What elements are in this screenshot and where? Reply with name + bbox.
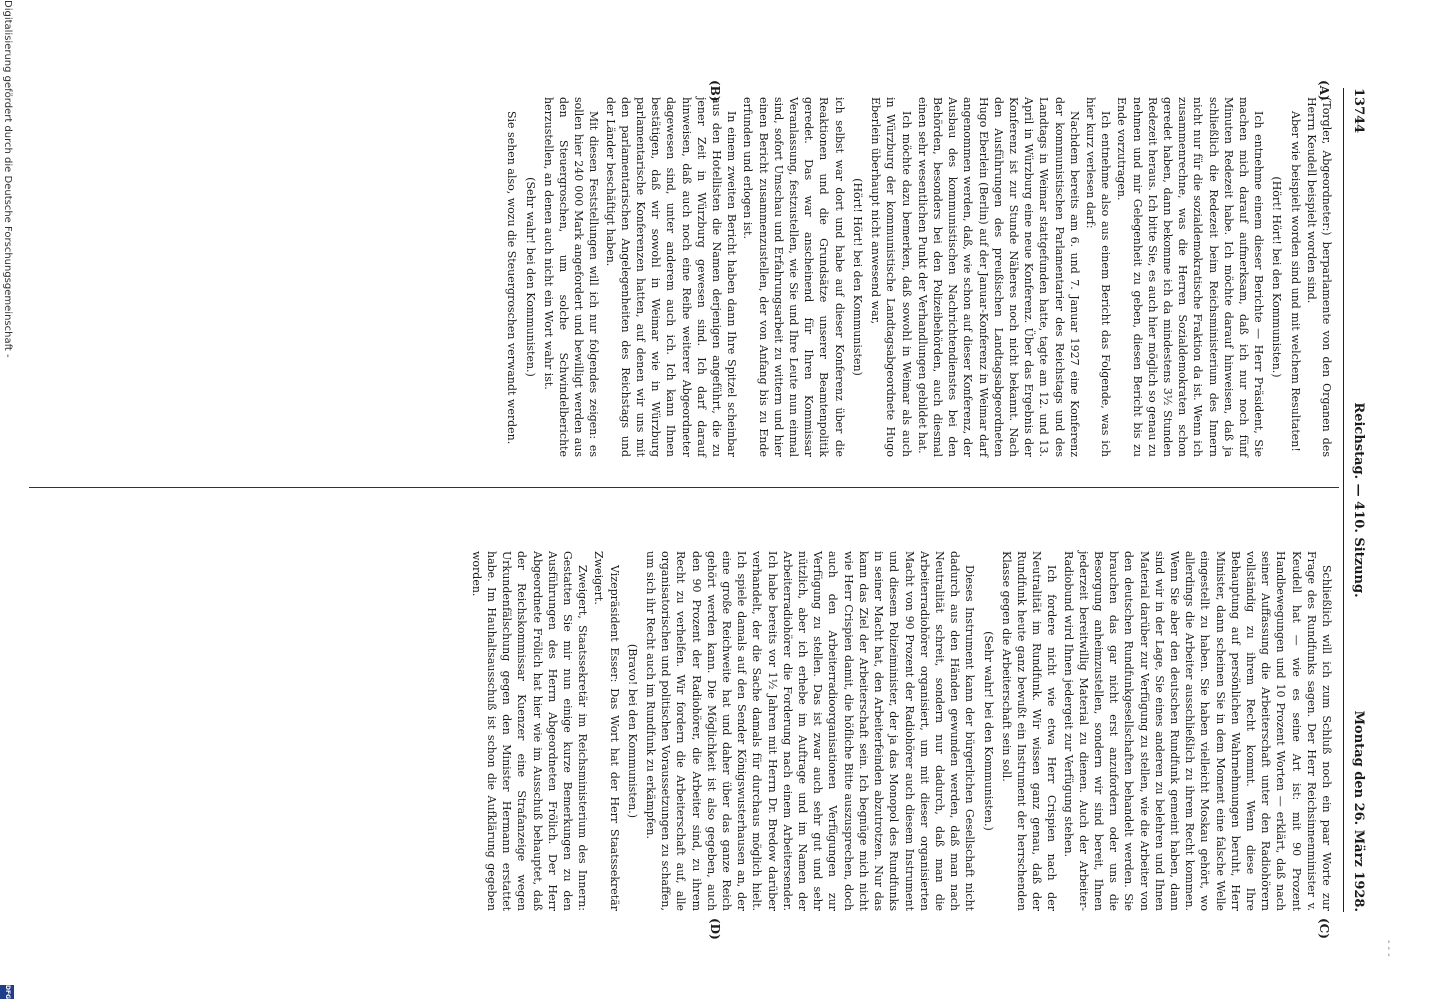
credit-text: Digitalisierung gefördert durch die Deutsche Forschungsgemeinschaft - bbox=[2, 0, 13, 358]
interjection: (Sehr wahr! bei den Kommunisten.) bbox=[523, 177, 537, 377]
right-column bbox=[468, 551, 1334, 911]
interjection: (Hört! Hört! bei den Kommunisten) bbox=[850, 178, 864, 376]
session-date: Montag den 26. März 1928. bbox=[1351, 710, 1366, 912]
margin-letter-d: (D) bbox=[708, 918, 722, 940]
paragraph: Ich möchte dazu bemerken, daß sowohl in Weimar als auch in Würzburg der kommunistische Landtagsabgeordnete Hugo Eberlein überhaupt nicht anwesend war, bbox=[869, 97, 913, 457]
digitization-credit bbox=[0, 0, 14, 1000]
page-number: 13744 bbox=[1351, 88, 1366, 134]
paragraph: Zweigert, Staatssekretär im Reichsministerium des Innern: Gestatten Sie mir nun einige kurze Bemerkungen zu den Ausführungen des Herrn Abgeordneten Frölich. Der Herr Abgeordnete Frölich hat hier wie im Ausschuß behauptet, daß der Reichskommissar Kuenzer eine Strafanzeige wegen Urkundenfälschung gegen den Minister Hermann erstattet habe. Im Hauhaltsausschuß ist schon die Aufklärung gegeben worden. bbox=[469, 551, 590, 911]
page-header bbox=[1342, 88, 1366, 912]
interjection: (Hört! Hört! bei den Kommunisten.) bbox=[1270, 176, 1284, 378]
speaker-announcement: Vizepräsident Esser: Das Wort hat der Herr Staatssekretär Zweigert. bbox=[592, 551, 621, 911]
running-title: Reichstag. — 410. Sitzung. bbox=[1351, 402, 1366, 598]
paragraph: Ich fordere nicht wie etwa Herr Crispien nach der Neutralität im Rundfunk. Wir wissen ganz genau, daß der Rundfunk heute ganz bewußt ein Instrument der herrschenden Klasse gegen die Arbeiterschaft sein soll. bbox=[999, 551, 1059, 911]
paragraph: Ich entnehme also aus einem Bericht das Folgende, was ich hier kurz verlesen darf: bbox=[1083, 97, 1113, 457]
paragraph: Ich entnehme einem dieser Berichte — Herr Präsident, Sie machen mich darauf aufmerksam, daß ich nur noch fünf Minuten Redezeit habe. Ich möchte darauf hinweisen, daß ja schließlich die Redezeit beim Reichsministerium des Innern nicht nur für die sozialdemokratische Fraktion da ist. Wenn ich zusammenrechne, was die Herren Sozialdemokraten schon geredet haben, dann bekomme ich da mindestens 3½ Stunden Redezeit heraus. Ich bitte Sie, es auch hier möglich so genau zu nehmen und mir Gelegenheit zu geben, diesen Bericht bis zu Ende vorzutragen. bbox=[1115, 97, 1266, 457]
paragraph: Dieses Instrument kann der bürgerlichen Gesellschaft nicht dadurch aus den Händen gewunden werden, daß man nach Neutralität schreit, sondern nur dadurch, daß man die Arbeiterradiohörer organisiert, um mit dieser organisierten Macht von 90 Prozent der Radiohörer auch diesem Instrument und diesem Polizeiminister, der ja das Monopol des Rundfunks in seiner Macht hat, den Arbeiterfeinden abzutrotzen. Nur das kann das Ziel der Arbeiterschaft sein. Ich begnüge mich nicht wie Herr Crispien damit, die höfliche Bitte auszusprechen, doch auch den Arbeiterradioorganisationen Verfügungen zur Verfügung zu stellen. Das ist zwar auch sehr gut und sehr nützlich, aber ich erhebe im Auftrage und im Namen der Arbeiterradiohörer die Forderung nach einem Arbeitersender. Ich habe bereits vor 1½ Jahren mit Herrn Dr. Bredow darüber verhandelt, der die Sache damals für durchaus möglich hielt. Ich spiele damals auf den Sender Königswusterhausen an, der eine große Reichweite hat und daher über das ganze Reich gehört werden kann. Die Möglichkeit ist also gegeben, auch den 90 Prozent der Radiohörer, die Arbeiter sind, zu ihrem Recht zu verhelfen. Wir fordern die Arbeiterschaft auf, alle organisatorischen und politischen Voraussetzungen zu schaffen, um sich ihr Recht auch im Rundfunk zu erkämpfen. bbox=[644, 551, 977, 911]
interjection: (Bravo! bei den Kommunisten.) bbox=[625, 643, 639, 819]
column-divider bbox=[29, 487, 1339, 488]
margin-letter-b: (B) bbox=[708, 80, 722, 102]
paragraph: Schließlich will ich zum Schluß noch ein paar Worte zur Frage des Rundfunks sagen. Der Herr Reichsinnenminister v. Keudell hat — wie es seine Art ist: mit 90 Prozent Handbewegungen und 10 Prozent Worten — erklärt, daß nach seiner Auffassung die Arbeiterschaft unter den Radiohörern vollständig zu ihrem Recht kommt. Wenn diese Ihre Behauptung auf persönlichen Wahrnehmungen beruht, Herr Minister, dann scheinen Sie in dem Moment eine falsche Welle eingestellt zu haben. Sie haben vielleicht Moskau gehört, wo allerdings die Arbeiter ausschließlich zu ihrem Recht kommen. Wenn Sie aber den deutschen Rundfunk gemeint haben, dann sind wir in der Lage, Sie eines anderen zu belehren und Ihnen Material darüber zur Verfügung zu stellen, wie die Arbeiter von den deutschen Rundfunkgesellschaften behandelt werden. Sie brauchen das gar nicht erst anzufordern oder uns die Besorgung anheimzustellen, sondern wir sind bereit, Ihnen jederzeit bereitwillig Material zu dienen. Auch der Arbeiter-Radiobund wird Ihnen jedergeit zur Verfügung stehen. bbox=[1061, 551, 1333, 911]
left-column bbox=[503, 97, 1334, 457]
paragraph: ich selbst war dort und habe auf dieser Konferenz über die Reaktionen und die Grundsätze unserer Beamtenpolitik geredet. Das war anscheinend für Ihren Kommissar Veranlassung, festzustellen, wie Sie und Ihre Leute nun einmal sind, sofort Umschau und Erfahrungsarbeit zu wittern und hier einen Bericht zusammenzustellen, der von Anfang bis zu Ende erfunden und erlogen ist. bbox=[741, 97, 846, 457]
header-rule bbox=[1343, 88, 1344, 912]
margin-letter-a: (A) bbox=[1317, 80, 1331, 101]
paragraph: In einem zweiten Bericht haben dann Ihre Spitzel scheinbar aus den Hotellisten die Namen derjenigen angeführt, die zu jener Zeit in Würzburg gewesen sind. Ich darf darauf hinweisen, daß auch noch eine Reihe weiterer Abgeordneter dagewesen sind, unter anderem auch ich. Ich kann Ihnen bestätigen, daß wir sowohl in Weimar wie in Würzburg parlamentarische Konferenzen hatten, auf denen wir uns mit den parlamentarischen Angelegenheiten des Reichstags und der Länder beschäftigt haben. bbox=[603, 97, 739, 457]
margin-letter-c: (C) bbox=[1317, 918, 1331, 939]
paragraph: (Torgler, Abgeordneter:) berparlamente von den Organen des Herrn Keudell beispielt worden sind. bbox=[1304, 97, 1333, 457]
paragraph: Aber wie beispielt worden sind und mit welchem Resultaten! bbox=[1288, 111, 1302, 452]
paragraph: Sie sehen also, wozu die Steuergroschen verwandt werden. bbox=[505, 111, 519, 445]
dfg-logo: DFG bbox=[0, 985, 14, 999]
quoted-report: Nachdem bereits am 6. und 7. Januar 1927 eine Konferenz der kommunistischen Parlamentarier des Reichstags und des Landtags in Weimar stattgefunden hatte, tagte am 12. und 13. April in Würzburg eine neue Konferenz. Über das Ergebnis der Konferenz ist zur Stunde Näheres noch nicht bekannt. Nach den Ausführungen des preußischen Landtagsabgeordneten Hugo Eberlein (Berlin) auf der Januar-Konferenz in Weimar darf angenommen werden, daß, wie schon auf dieser Konferenz, der Ausbau des kommunistischen Nachrichtendienstes bei den Behörden, besonders bei den Polizeibehörden, auch diesmal einen sehr wesentlichen Punkt der Verhandlungen gebildet hat. bbox=[915, 97, 1081, 457]
corner-mark: - - - bbox=[1383, 940, 1394, 957]
paragraph: Mit diesen Feststellungen will ich nur folgendes zeigen: es sollen hier 240 000 Mark angefordert und bewilligt werden aus den Steuergroschen, um solche Schwindelberichte herzustellen, an denen auch nicht ein Wort wahr ist. bbox=[541, 97, 601, 457]
interjection: (Sehr wahr! bei den Kommunisten.) bbox=[981, 631, 995, 831]
